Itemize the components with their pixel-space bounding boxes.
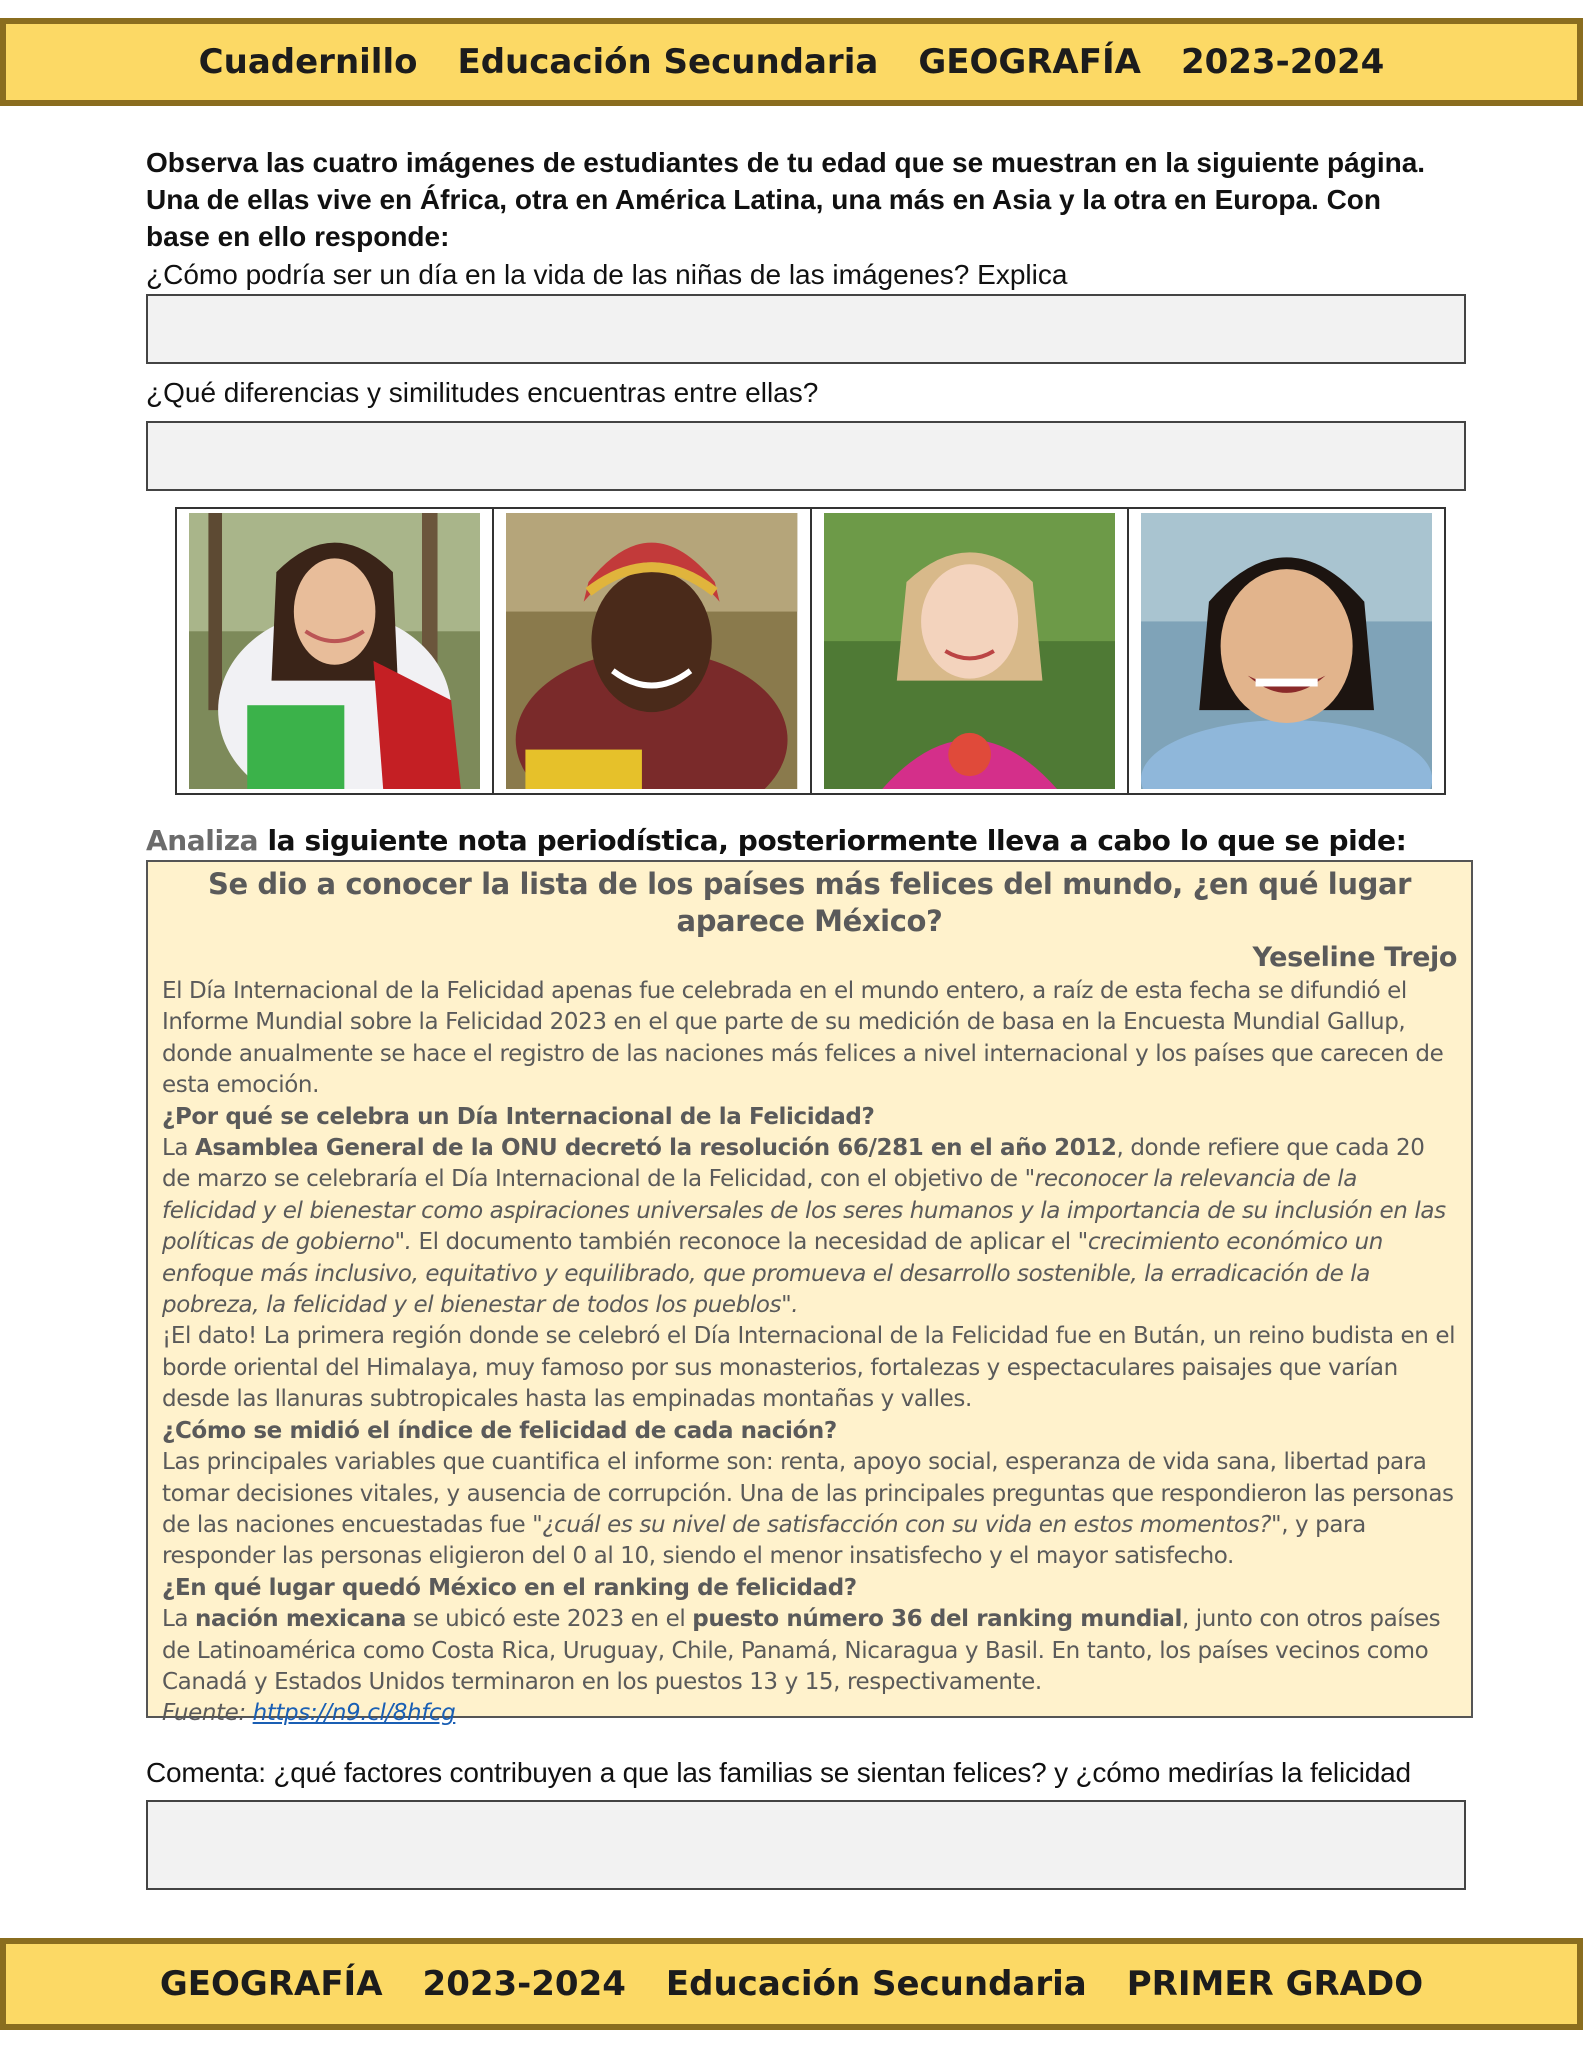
header-year: 2023-2024 xyxy=(1180,42,1385,82)
analiza-rest: la siguiente nota periodística, posteriormente lleva a cabo lo que se pide: xyxy=(258,824,1407,857)
article-subheading-1: ¿Por qué se celebra un Día Internacional de la Felicidad? xyxy=(162,1103,875,1130)
header-cuadernillo: Cuadernillo xyxy=(198,42,418,82)
header-subject: GEOGRAFÍA xyxy=(918,42,1141,82)
article-subheading-2: ¿Cómo se midió el índice de felicidad de cada nación? xyxy=(162,1417,837,1444)
answer-box-1[interactable] xyxy=(146,294,1466,364)
article-paragraph-1: El Día Internacional de la Felicidad apenas fue celebrada en el mundo entero, a raíz de esta fecha se difundió el Informe Mundial sobre la Felicidad 2023 en el que parte de su medición de basa en la Encuesta Mundial Gallup, donde anualmente se hace el registro de las naciones más felices a nivel internacional y los países que carecen de esta emoción. xyxy=(162,978,1444,1099)
article-quote-3: "¿cuál es su nivel de satisfacción con su vida en estos momentos?" xyxy=(532,1511,1282,1538)
article-source: Fuente: https://n9.cl/8hfcg xyxy=(162,1700,456,1727)
article-rank-highlight: puesto número 36 del ranking mundial xyxy=(692,1606,1182,1633)
photo-cell-latin-america xyxy=(177,509,494,793)
article-paragraph-3: ¡El dato! La primera región donde se celebró el Día Internacional de la Felicidad fue en Bután, un reino budista en el borde oriental del Himalaya, muy famoso por sus monasterios, fortalezas y espectaculares paisajes que varían desde las llanuras subtropicales hasta las empinadas montañas y valles. xyxy=(162,1323,1456,1413)
header-level: Educación Secundaria xyxy=(457,42,879,82)
article-paragraph-4: Las principales variables que cuantifica el informe son: renta, apoyo social, esperanza de vida sana, libertad para tomar decisiones vitales, y ausencia de corrupción. Una de las principales preguntas que respondieron las personas de las naciones encuestadas fue "¿cuál es su nivel de satisfacción con su vida en estos momentos?", y para responder las personas eligieron del 0 al 10, siendo el menor insatisfecho y el mayor satisfecho. xyxy=(162,1449,1454,1570)
photo-cell-asia xyxy=(1129,509,1444,793)
article-subheading-3: ¿En qué lugar quedó México en el ranking de felicidad? xyxy=(162,1574,857,1601)
footer-level: Educación Secundaria xyxy=(665,1964,1087,2004)
student-photos xyxy=(175,507,1446,795)
article-quote-1: "reconocer la relevancia de la felicidad y el bienestar como aspiraciones universales de los seres humanos y la importancia de su inclusión en las políticas de gobierno". xyxy=(162,1166,1446,1256)
article-headline: Se dio a conocer la lista de los países más felices del mundo, ¿en qué lugar aparece México? xyxy=(207,867,1412,938)
footer-grade: PRIMER GRADO xyxy=(1126,1964,1424,2004)
student-photo-girl-smiling xyxy=(1141,513,1432,789)
article-author: Yeseline Trejo xyxy=(1252,942,1457,973)
comenta-question: Comenta: ¿qué factores contribuyen a que las familias se sientan felices? y ¿cómo medirías la felicidad xyxy=(146,1757,1411,1788)
answer-box-3[interactable] xyxy=(146,1800,1466,1890)
student-photo-girl-blonde xyxy=(824,513,1115,789)
answer-box-2[interactable] xyxy=(146,421,1466,491)
question-1: ¿Cómo podría ser un día en la vida de las niñas de las imágenes? Explica xyxy=(146,259,1068,290)
article-paragraph-5: La nación mexicana se ubicó este 2023 en el puesto número 36 del ranking mundial, junto con otros países de Latinoamérica como Costa Rica, Uruguay, Chile, Panamá, Nicaragua y Basil. En tanto, los países vecinos como Canadá y Estados Unidos terminaron en los puestos 13 y 15, respectivamente. xyxy=(162,1606,1441,1695)
student-photo-girl-headwrap xyxy=(506,513,797,789)
footer-year: 2023-2024 xyxy=(422,1964,626,2004)
intro-instruction: Observa las cuatro imágenes de estudiantes de tu edad que se muestran en la siguiente página. Una de ellas vive en África, otra en América Latina, una más en Asia y la otra en Europa. Con base en ello responde: xyxy=(146,147,1426,252)
analiza-word: Analiza xyxy=(146,824,259,857)
article-nation-highlight: nación mexicana xyxy=(195,1606,406,1633)
footer-banner xyxy=(0,1938,1583,2030)
article-resolution-highlight: Asamblea General de la ONU decretó la resolución 66/281 en el año 2012 xyxy=(195,1135,1117,1162)
source-link[interactable]: https://n9.cl/8hfcg xyxy=(252,1700,456,1727)
footer-subject: GEOGRAFÍA xyxy=(159,1964,383,2004)
article-paragraph-2: La Asamblea General de la ONU decretó la resolución 66/281 en el año 2012, donde refiere que cada 20 de marzo se celebraría el Día Internacional de la Felicidad, con el objetivo de "reconocer la relevancia de la felicidad y el bienestar como aspiraciones universales de los seres humanos y la importancia de su inclusión en las políticas de gobierno". El documento también reconoce la necesidad de aplicar el "crecimiento económico un enfoque más inclusivo, equitativo y equilibrado, que promueva el desarrollo sostenible, la erradicación de la pobreza, la felicidad y el bienestar de todos los pueblos". xyxy=(162,1135,1446,1319)
student-photo-girl-backpack xyxy=(189,513,480,789)
photo-cell-europe xyxy=(812,509,1129,793)
article-quote-2: "crecimiento económico un enfoque más inclusivo, equitativo y equilibrado, que promueva el desarrollo sostenible, la erradicación de la pobreza, la felicidad y el bienestar de todos los pueblos". xyxy=(162,1229,1383,1319)
analiza-instruction xyxy=(146,824,1406,857)
header-banner xyxy=(0,18,1583,106)
photo-cell-africa xyxy=(494,509,811,793)
question-2: ¿Qué diferencias y similitudes encuentras entre ellas? xyxy=(146,377,819,408)
news-article xyxy=(146,860,1473,1727)
